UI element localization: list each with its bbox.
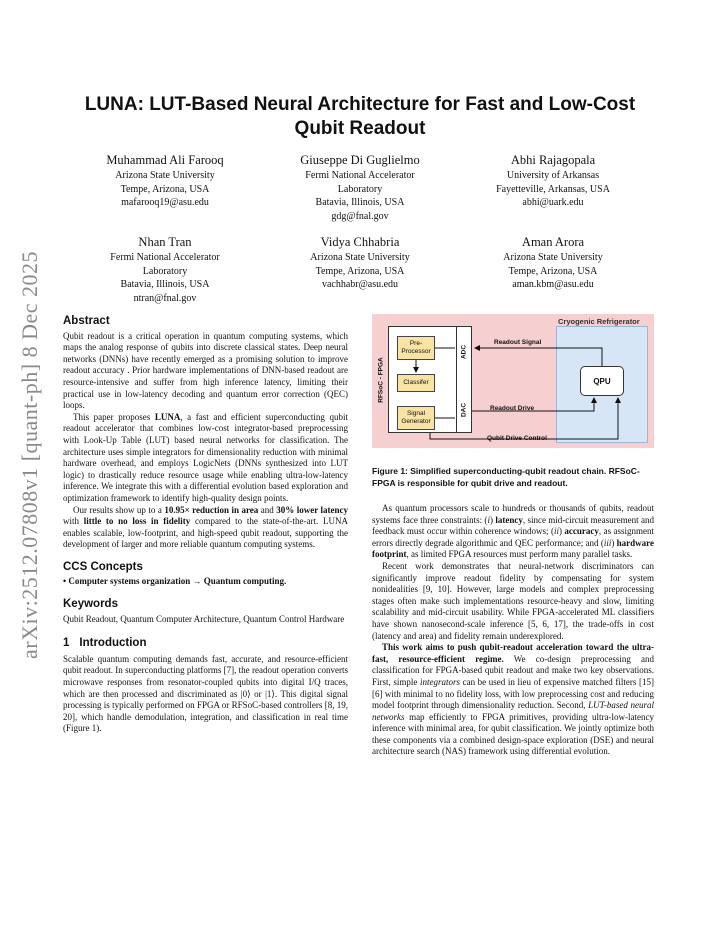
intro-heading: 1 Introduction [63, 637, 147, 650]
arxiv-id: arXiv:2512.07808v1 [quant-ph] 8 Dec 2025 [17, 251, 42, 659]
author-name: Vidya Chhabria [320, 235, 400, 249]
author-affiliation: Fermi National Accelerator [110, 252, 220, 263]
author-location: Fayetteville, Arkansas, USA [496, 183, 610, 195]
body-paragraph: Recent work demonstrates that neural-network discriminators can significantly improve readout fidelity by compensating for system nonidealities [9, 10]. However, large models and complex preprocessing stages often make such implementations resource-heavy and slow, limiting scalability and mid-circuit usability. While FPGA-accelerated ML classifiers have shown nanosecond-scale inference [5, 6, 17], the trade-offs in cost (latency and area) and fidelity remain underexplored. [372, 560, 654, 641]
classifier-block: Classifer [397, 374, 435, 392]
author-affiliation: University of Arkansas [506, 170, 600, 181]
author-name: Nhan Tran [138, 235, 192, 249]
paper-title: LUNA: LUT-Based Neural Architecture for Fast and Low-Cost Qubit Readout [84, 94, 636, 139]
abstract-heading: Abstract [63, 315, 110, 327]
ccs-heading: CCS Concepts [63, 560, 143, 573]
author-email: aman.kbm@asu.edu [512, 279, 594, 290]
author-affiliation-cont: Laboratory [142, 265, 188, 277]
figure-readout-chain: Cryogenic Refrigerator RFSoC - FPGA ADC DAC Pre- Processor Classifer Signal Generator QPU Readout Signal Readout Drive Qubit Drive Control [372, 314, 654, 448]
author-block [70, 152, 260, 210]
readout-drive-label: Readout Drive [490, 405, 535, 412]
author-affiliation: Fermi National Accelerator [305, 170, 415, 181]
author-location: Tempe, Arizona, USA [120, 183, 210, 195]
arxiv-stamp [6, 250, 54, 660]
author-block [265, 234, 455, 292]
author-location: Batavia, Illinois, USA [315, 197, 405, 208]
author-block [265, 152, 455, 223]
author-name: Abhi Rajagopala [510, 153, 596, 167]
author-name: Giuseppe Di Guglielmo [300, 153, 420, 167]
keywords-heading: Keywords [63, 598, 118, 611]
author-block [70, 234, 260, 305]
keywords-text: Qubit Readout, Quantum Computer Architecture, Quantum Control Hardware [63, 613, 345, 624]
author-affiliation: Arizona State University [310, 252, 410, 263]
body-paragraph: As quantum processors scale to hundreds or thousands of qubits, readout systems face three constraints: (i) latency, since mid-circuit measurement and feedback must occur within coherence windows; (ii) accuracy, as assignment errors directly degrade algorithmic and QEC performance; and (iii) hardware footprint, as limited FPGA resources must perform many parallel tasks. [372, 503, 655, 560]
qpu-block: QPU [580, 366, 624, 396]
author-block [458, 152, 648, 210]
author-location: Tempe, Arizona, USA [315, 265, 405, 277]
author-affiliation: Arizona State University [115, 170, 215, 181]
abstract-paragraph: Our results show up to a 10.95× reduction in area and 30% lower latency with little to no loss in fidelity compared to the state-of-the-art. LUNA enables scalable, low-footprint, and high-speed qubit readout, supporting the development of larger and more reliable quantum computing systems. [63, 504, 348, 550]
author-email: ntran@fnal.gov [133, 292, 197, 304]
author-affiliation: Arizona State University [503, 252, 603, 263]
qubit-drive-label: Qubit Drive Control [487, 435, 547, 442]
cryogenic-refrigerator-label: Cryogenic Refrigerator [558, 317, 640, 326]
author-affiliation-cont: Laboratory [337, 183, 383, 195]
left-column [63, 316, 348, 735]
author-name: Muhammad Ali Farooq [106, 153, 224, 167]
author-block [458, 234, 648, 292]
intro-paragraph: Scalable quantum computing demands fast, accurate, and resource-efficient qubit readout. In superconducting platforms [7], the readout operation converts microwave responses from resonator-coupled qubits into digital I/Q traces, which are then processed and discriminated as |0⟩ or |1⟩. This digital signal processing is typically performed on FPGA or RFSoC-based controllers [8, 19, 20], which handle demodulation, integration, and classification in real time (Figure 1). [63, 653, 348, 734]
figure-arrows [372, 314, 654, 448]
author-email: vachhabr@asu.edu [321, 279, 399, 290]
author-email: abhi@uark.edu [522, 197, 584, 208]
ccs-concepts: • Computer systems organization → Quantum computing. [63, 576, 287, 587]
signal-generator-block: Signal Generator [397, 406, 435, 430]
abstract-paragraph: Qubit readout is a critical operation in quantum computing systems, which maps the analog response of qubits into discrete classical states. Deep neural networks (DNNs) have recently emerged as a promising solution to improve readout accuracy . Prior hardware implementations of DNN-based readout are resource-intensive and suffer from high inference latency, limiting their practical use in low-latency decoding and quantum error correction (QEC) loops. [63, 330, 348, 411]
right-column [372, 503, 654, 758]
author-location: Batavia, Illinois, USA [120, 279, 210, 290]
author-location: Tempe, Arizona, USA [508, 265, 598, 277]
figure-caption: Figure 1: Simplified superconducting-qubit readout chain. RFSoC-FPGA is responsible for qubit drive and readout. [372, 466, 640, 488]
author-name: Aman Arora [521, 235, 585, 249]
readout-signal-label: Readout Signal [494, 339, 542, 346]
preprocessor-block: Pre- Processor [397, 336, 435, 360]
body-paragraph: This work aims to push qubit-readout acceleration toward the ultra-fast, resource-efficient regime. We co-design preprocessing and classification for FPGA-based qubit readout and make two key observations. First, simple integrators can be used in lieu of expensive matched filters [15][6] with minimal to no fidelity loss, with low preprocessing cost and reducing model footprint through dimensionality reduction. Second, LUT-based neural networks map efficiently to FPGA primitives, providing ultra-low-latency inference with minimal area, for qubit classification. We jointly optimize both these components via a combined design-space exploration (DSE) and neural architecture search (NAS) framework using differential evolution. [372, 642, 655, 757]
author-email: gdg@fnal.gov [331, 210, 389, 222]
abstract-paragraph: This paper proposes LUNA, a fast and efficient superconducting qubit readout accelerator that combines low-cost integrator-based preprocessing with Look-Up Table (LUT) based neural networks for classification. The architecture uses simple integrators for dimensionality reduction with minimal hardware overhead, and employs LogicNets (DNNs synthesized into LUT logic) to drastically reduce resource usage while enabling ultra-low-latency inference. We integrate this with a differential evolution based exploration and optimization framework to identify high-quality design points. [63, 411, 348, 503]
author-email: mafarooq19@asu.edu [121, 197, 209, 208]
